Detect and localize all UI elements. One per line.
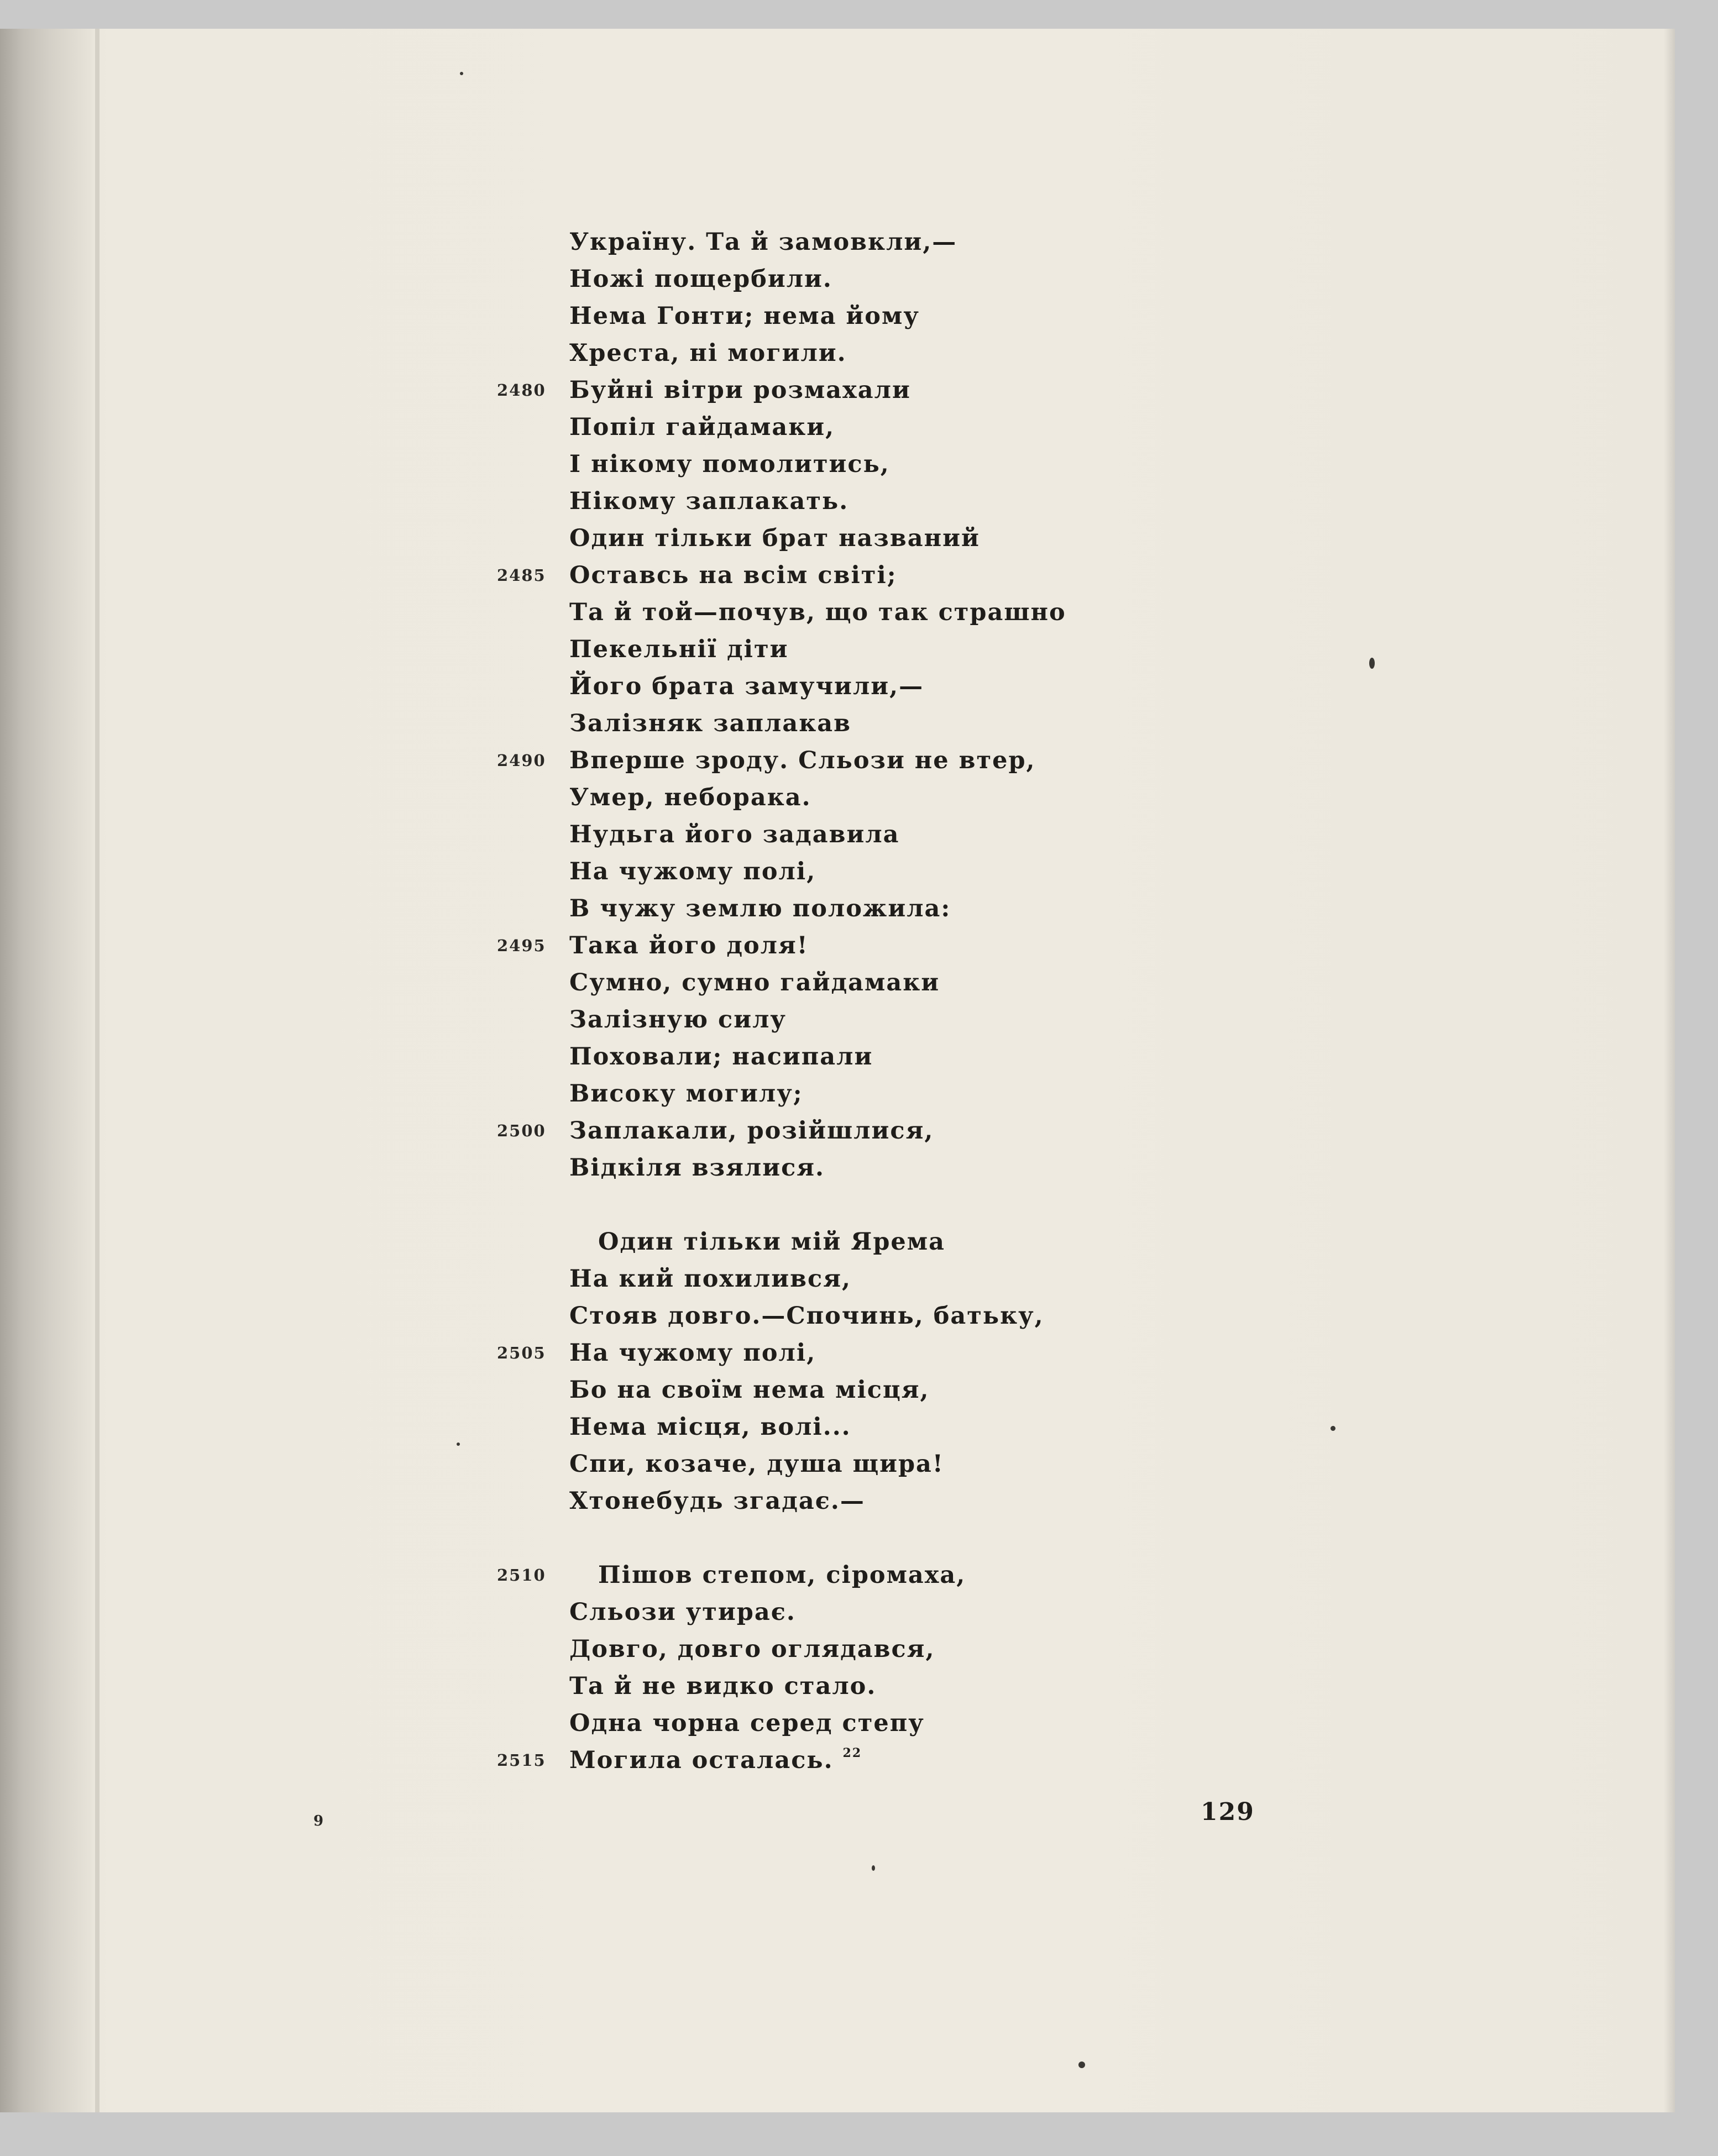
verse-text: І нікому помолитись, — [569, 450, 890, 478]
verse-line — [569, 1001, 787, 1038]
verse-line — [569, 890, 951, 927]
verse-text: Та й той—почув, що так страшно — [569, 599, 1066, 626]
verse-line — [569, 853, 816, 890]
verse-line — [569, 1594, 796, 1631]
verse-text: Бо на своїм нема місця, — [569, 1376, 930, 1404]
verse-line — [569, 261, 832, 298]
ink-speck — [872, 1865, 875, 1871]
verse-text: Україну. Та й замовкли,— — [569, 228, 957, 256]
verse-text: Стояв довго.—Спочинь, батьку, — [569, 1302, 1044, 1330]
verse-line — [497, 742, 1036, 779]
verse-text: Одна чорна серед степу — [569, 1709, 925, 1737]
verse-text: Нудьга його задавила — [569, 821, 900, 848]
verse-line — [497, 372, 911, 409]
line-number: 2515 — [497, 1751, 546, 1770]
ink-speck — [460, 72, 463, 75]
verse-text: Один тільки брат названий — [569, 524, 980, 552]
verse-line — [569, 631, 789, 668]
line-number: 2490 — [497, 751, 546, 770]
verse-line — [497, 557, 897, 594]
verse-text: Нікому заплакать. — [569, 487, 849, 515]
verse-text: Хтонебудь згадає.— — [569, 1487, 865, 1515]
verse-line — [569, 1668, 876, 1705]
verse-line — [569, 1150, 825, 1187]
ink-speck — [457, 1442, 460, 1446]
verse-text: Його брата замучили,— — [569, 673, 924, 700]
verse-text: Та й не видко стало. — [569, 1672, 877, 1700]
verse-text: В чужу землю положила: — [569, 895, 951, 922]
verse-line — [569, 483, 848, 520]
verse-line — [497, 1557, 966, 1594]
verse-text: Залізную силу — [569, 1006, 787, 1034]
verse-text: Ножі пощербили. — [569, 265, 832, 293]
ink-speck — [1369, 658, 1375, 669]
verse-text: Сльози утирає. — [569, 1598, 796, 1626]
verse-line — [569, 298, 920, 335]
verse-text: Буйні вітри розмахали — [569, 376, 911, 404]
verse-line — [569, 779, 811, 816]
ink-speck — [1331, 1426, 1335, 1431]
verse-line — [569, 1261, 851, 1298]
verse-text: Пекельнії діти — [569, 636, 789, 663]
line-number: 2505 — [497, 1344, 546, 1362]
verse-text: Хреста, ні могили. — [569, 339, 847, 367]
verse-text: Спи, козаче, душа щира! — [569, 1450, 944, 1478]
verse-text: Один тільки мій Ярема — [598, 1228, 945, 1256]
verse-text: Попіл гайдамаки, — [569, 413, 835, 441]
line-number: 2510 — [497, 1566, 546, 1585]
signature-mark: 9 — [313, 1813, 324, 1829]
verse-line — [569, 1409, 851, 1446]
verse-text: Могила осталась. — [569, 1746, 834, 1774]
footnote-marker: 22 — [842, 1746, 862, 1760]
page-number: 129 — [1201, 1798, 1255, 1826]
verse-line — [569, 1038, 873, 1076]
verse-line — [569, 1298, 1044, 1335]
verse-line — [569, 520, 980, 557]
verse-text: Залізняк заплакав — [569, 710, 851, 737]
verse-text: На чужому полі, — [569, 1339, 816, 1367]
verse-text: На чужому полі, — [569, 858, 816, 885]
ink-speck — [1078, 2061, 1085, 2068]
verse-text: Довго, довго оглядався, — [569, 1635, 935, 1663]
verse-line — [497, 927, 809, 964]
verse-text: Нема місця, волі... — [569, 1413, 851, 1441]
verse-text: Така його доля! — [569, 932, 809, 959]
verse-text: На кий похилився, — [569, 1265, 851, 1293]
verse-line — [569, 1483, 865, 1520]
page-right-edge — [1664, 29, 1675, 2112]
verse-text: Високу могилу; — [569, 1080, 803, 1108]
binding-gutter — [95, 29, 99, 2112]
verse-text: Умер, неборака. — [569, 784, 811, 811]
verse-text: Нема Гонти; нема йому — [569, 302, 920, 330]
line-number: 2500 — [497, 1121, 546, 1140]
line-number: 2485 — [497, 566, 546, 585]
verse-text: Оставсь на всім світі; — [569, 562, 897, 589]
verse-line — [569, 1224, 945, 1261]
verse-line — [569, 816, 900, 853]
verse-text: Заплакали, розійшлися, — [569, 1117, 934, 1145]
verse-line — [569, 446, 890, 483]
verse-line — [569, 1076, 803, 1113]
line-number: 2480 — [497, 381, 546, 400]
verse-text: Поховали; насипали — [569, 1043, 873, 1071]
verse-line — [569, 964, 940, 1001]
verse-line — [569, 705, 851, 742]
verse-line — [569, 1631, 935, 1668]
verse-line — [569, 1446, 944, 1483]
verse-line — [569, 409, 835, 446]
verse-line — [497, 1113, 934, 1150]
facing-page-edge — [0, 29, 94, 2112]
line-number: 2495 — [497, 936, 546, 955]
verse-line — [569, 224, 957, 261]
verse-text: Пішов степом, сіромаха, — [598, 1561, 966, 1589]
verse-line — [569, 594, 1066, 631]
verse-line — [569, 1372, 930, 1409]
verse-line — [569, 1705, 925, 1742]
verse-line — [569, 668, 924, 705]
verse-line — [497, 1742, 862, 1779]
verse-line — [569, 335, 847, 372]
verse-text: Відкіля взялися. — [569, 1154, 825, 1182]
verse-line — [497, 1335, 816, 1372]
verse-text: Сумно, сумно гайдамаки — [569, 969, 940, 996]
verse-text: Вперше зроду. Сльози не втер, — [569, 747, 1036, 774]
